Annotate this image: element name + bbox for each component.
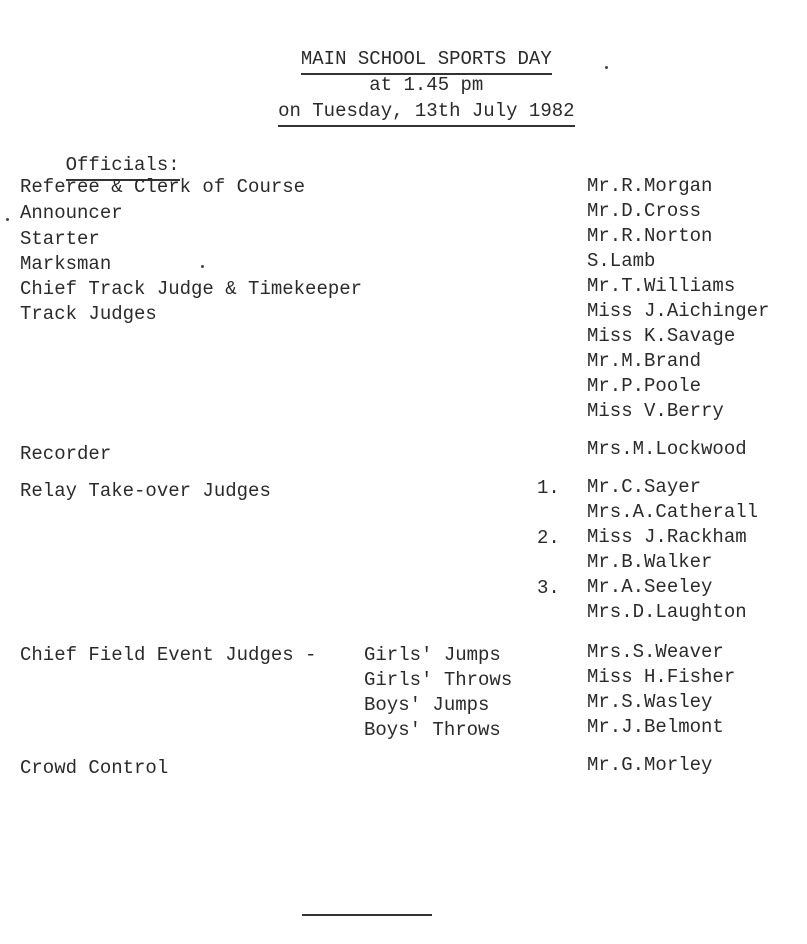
role-crowd: Crowd Control: [20, 757, 169, 779]
field-event-boys-jumps: Boys' Jumps: [364, 694, 490, 716]
relay-number: 3.: [537, 577, 560, 599]
page-title: MAIN SCHOOL SPORTS DAY: [301, 47, 552, 75]
role-marksman: Marksman: [20, 253, 112, 275]
role-chief-track: Chief Track Judge & Timekeeper: [20, 278, 363, 300]
relay-number: 2.: [537, 527, 560, 549]
name-field-judge: Miss H.Fisher: [587, 666, 736, 688]
name-relay-judge: Miss J.Rackham: [587, 526, 747, 548]
name-announcer: Mr.D.Cross: [587, 200, 702, 222]
name-relay-judge: Mr.A.Seeley: [587, 576, 713, 598]
event-time: at 1.45 pm: [369, 74, 484, 96]
event-date: on Tuesday, 13th July 1982: [278, 99, 574, 127]
bottom-rule: [302, 914, 432, 916]
stray-mark: [605, 66, 608, 69]
field-event-girls-throws: Girls' Throws: [364, 669, 513, 691]
name-track-judge: Miss V.Berry: [587, 400, 724, 422]
name-recorder: Mrs.M.Lockwood: [587, 438, 747, 460]
name-track-judge: Miss K.Savage: [587, 325, 736, 347]
role-track-judges: Track Judges: [20, 303, 157, 325]
name-track-judge: Mr.M.Brand: [587, 350, 702, 372]
name-relay-judge: Mrs.A.Catherall: [587, 501, 759, 523]
stray-mark: [6, 218, 9, 221]
name-relay-judge: Mr.B.Walker: [587, 551, 713, 573]
role-chief-field: Chief Field Event Judges -: [20, 644, 317, 666]
role-starter: Starter: [20, 228, 100, 250]
name-marksman: S.Lamb: [587, 250, 656, 272]
name-track-judge: Miss J.Aichinger: [587, 300, 770, 322]
stray-mark: [201, 265, 204, 268]
name-chief-track: Mr.T.Williams: [587, 275, 736, 297]
role-referee: Referee & Clerk of Course: [20, 176, 306, 198]
role-relay: Relay Take-over Judges: [20, 480, 271, 502]
role-announcer: Announcer: [20, 202, 123, 224]
name-referee: Mr.R.Morgan: [587, 175, 713, 197]
name-starter: Mr.R.Norton: [587, 225, 713, 247]
name-field-judge: Mr.J.Belmont: [587, 716, 724, 738]
name-relay-judge: Mr.C.Sayer: [587, 476, 702, 498]
relay-number: 1.: [537, 477, 560, 499]
name-field-judge: Mrs.S.Weaver: [587, 641, 724, 663]
name-field-judge: Mr.S.Wasley: [587, 691, 713, 713]
field-event-boys-throws: Boys' Throws: [364, 719, 501, 741]
officials-heading: Officials:: [66, 153, 180, 181]
name-track-judge: Mr.P.Poole: [587, 375, 702, 397]
name-relay-judge: Mrs.D.Laughton: [587, 601, 747, 623]
field-event-girls-jumps: Girls' Jumps: [364, 644, 501, 666]
name-crowd: Mr.G.Morley: [587, 754, 713, 776]
role-recorder: Recorder: [20, 443, 112, 465]
